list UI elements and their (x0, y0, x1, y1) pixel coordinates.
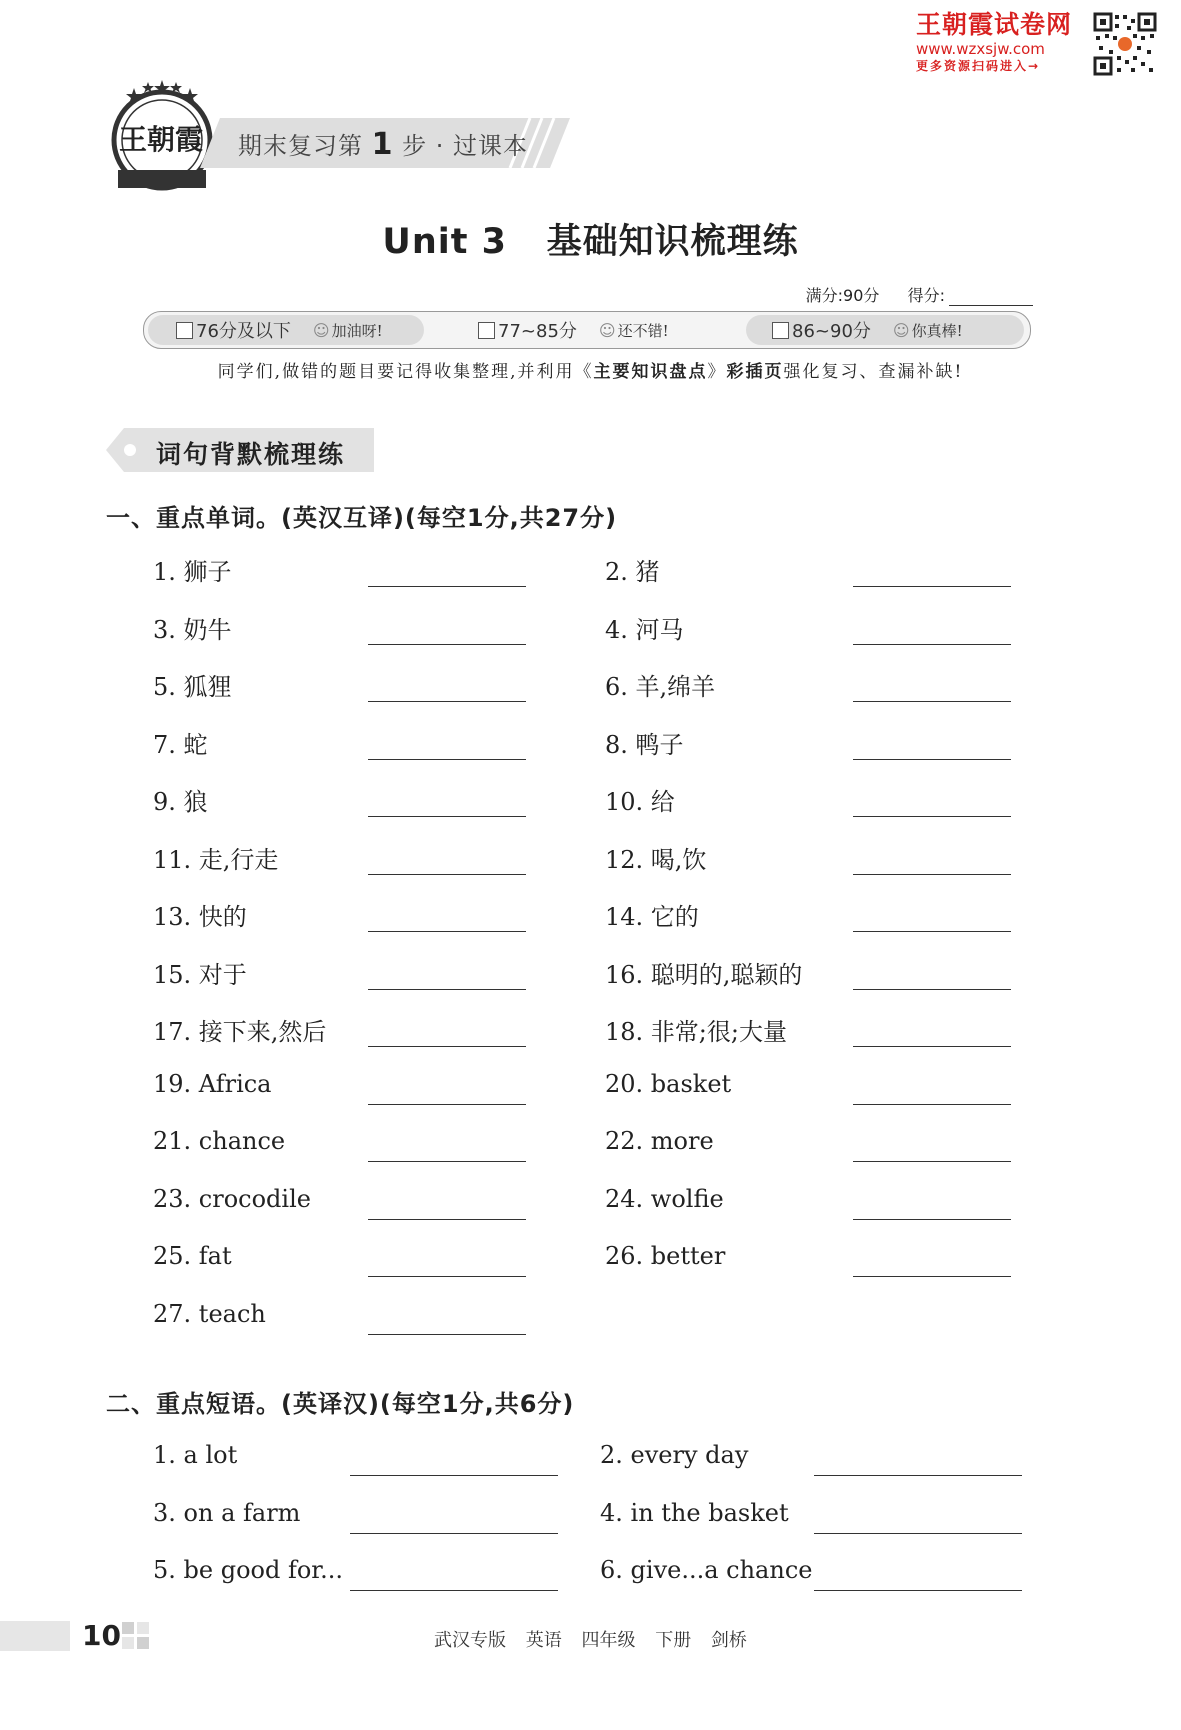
question-1-heading: 一、重点单词。(英汉互译)(每空1分,共27分) (106, 504, 618, 532)
footer-text: 武汉专版 英语 四年级 下册 剑桥 (434, 1630, 747, 1651)
item-label: 24. wolfie (605, 1184, 724, 1213)
answer-blank[interactable] (368, 1219, 526, 1220)
item-label: 12. 喝,饮 (605, 845, 707, 874)
answer-blank[interactable] (814, 1533, 1022, 1534)
item-label: 25. fat (153, 1242, 232, 1270)
answer-blank[interactable] (853, 1161, 1011, 1162)
rating-bar (143, 311, 1031, 349)
answer-blank[interactable] (368, 759, 526, 760)
brand-slogan: 更多资源扫码进入→ (916, 59, 1041, 73)
answer-blank[interactable] (368, 644, 526, 645)
item-label: 2. every day (600, 1441, 749, 1469)
qr-code-icon[interactable] (1093, 12, 1157, 76)
question-2-heading: 二、重点短语。(英译汉)(每空1分,共6分) (106, 1390, 575, 1418)
answer-blank[interactable] (368, 816, 526, 817)
answer-blank[interactable] (368, 1104, 526, 1105)
answer-blank[interactable] (368, 1334, 526, 1335)
item-label: 4. in the basket (600, 1498, 789, 1527)
score-line (806, 283, 1033, 306)
full-score: 满分:90分 (805, 286, 880, 305)
answer-blank[interactable] (368, 874, 526, 875)
rating-option-low[interactable]: 76分及以下 ☺ 加油呀! (176, 312, 383, 348)
answer-blank[interactable] (350, 1475, 558, 1476)
answer-blank[interactable] (368, 931, 526, 932)
answer-blank[interactable] (368, 701, 526, 702)
answer-blank[interactable] (814, 1590, 1022, 1591)
item-label: 1. 狮子 (153, 558, 232, 586)
page-title: Unit 3 基础知识梳理练 (382, 222, 799, 262)
answer-blank[interactable] (368, 1276, 526, 1277)
answer-blank[interactable] (350, 1590, 558, 1591)
answer-blank[interactable] (853, 1219, 1011, 1220)
item-label: 10. 给 (605, 788, 675, 816)
item-label: 18. 非常;很;大量 (605, 1018, 787, 1046)
rating-option-high[interactable]: 86~90分 ☺ 你真棒! (772, 312, 963, 348)
score-blank[interactable] (949, 305, 1033, 306)
brand-name: 王朝霞试卷网 (916, 10, 1073, 39)
item-label: 27. teach (153, 1299, 266, 1328)
item-label: 1. a lot (153, 1441, 238, 1469)
answer-blank[interactable] (814, 1475, 1022, 1476)
logo-text: 王朝霞 (119, 123, 204, 156)
answer-blank[interactable] (853, 586, 1011, 587)
answer-blank[interactable] (853, 931, 1011, 932)
answer-blank[interactable] (368, 989, 526, 990)
item-label: 5. be good for... (153, 1556, 344, 1584)
item-label: 13. 快的 (153, 903, 247, 931)
item-label: 23. crocodile (153, 1184, 311, 1213)
banner-title: 期末复习第 1 步 · 过课本 (238, 127, 529, 162)
answer-blank[interactable] (853, 874, 1011, 875)
checkbox-icon[interactable] (478, 322, 495, 339)
item-label: 3. 奶牛 (153, 615, 232, 644)
section-tag: 词句背默梳理练 (156, 440, 346, 469)
item-label: 5. 狐狸 (153, 673, 232, 701)
score-label: 得分: (907, 286, 945, 305)
item-label: 9. 狼 (153, 788, 208, 816)
answer-blank[interactable] (853, 816, 1011, 817)
answer-blank[interactable] (368, 586, 526, 587)
item-label: 4. 河马 (605, 615, 684, 644)
item-label: 17. 接下来,然后 (153, 1018, 327, 1046)
item-label: 19. Africa (153, 1069, 272, 1098)
checkbox-icon[interactable] (176, 322, 193, 339)
smiley-icon: ☺ (312, 320, 330, 340)
page-number: 10 (82, 1619, 121, 1652)
answer-blank[interactable] (853, 1046, 1011, 1047)
brand-url: www.wzxsjw.com (916, 40, 1045, 58)
answer-blank[interactable] (853, 989, 1011, 990)
item-label: 16. 聪明的,聪颖的 (605, 960, 803, 989)
item-label: 6. give...a chance (600, 1556, 813, 1584)
item-label: 7. 蛇 (153, 730, 208, 759)
smiley-icon: ☺ (892, 320, 910, 340)
answer-blank[interactable] (368, 1046, 526, 1047)
item-label: 11. 走,行走 (153, 845, 279, 874)
item-label: 6. 羊,绵羊 (605, 673, 716, 701)
answer-blank[interactable] (368, 1161, 526, 1162)
smiley-icon: ☺ (598, 320, 616, 340)
checkbox-icon[interactable] (772, 322, 789, 339)
answer-blank[interactable] (853, 1276, 1011, 1277)
instruction-note: 同学们,做错的题目要记得收集整理,并利用《主要知识盘点》彩插页强化复习、查漏补缺! (217, 362, 964, 382)
item-label: 14. 它的 (605, 903, 699, 931)
answer-blank[interactable] (853, 759, 1011, 760)
answer-blank[interactable] (853, 701, 1011, 702)
item-label: 3. on a farm (153, 1498, 301, 1527)
item-label: 22. more (605, 1127, 714, 1155)
item-label: 2. 猪 (605, 558, 660, 586)
item-label: 21. chance (153, 1127, 286, 1155)
brand-block (916, 10, 1086, 74)
answer-blank[interactable] (350, 1533, 558, 1534)
item-label: 26. better (605, 1242, 726, 1270)
answer-blank[interactable] (853, 1104, 1011, 1105)
answer-blank[interactable] (853, 644, 1011, 645)
rating-option-mid[interactable]: 77~85分 ☺ 还不错! (478, 312, 669, 348)
item-label: 20. basket (605, 1069, 732, 1098)
item-label: 8. 鸭子 (605, 730, 684, 759)
item-label: 15. 对于 (153, 960, 247, 989)
